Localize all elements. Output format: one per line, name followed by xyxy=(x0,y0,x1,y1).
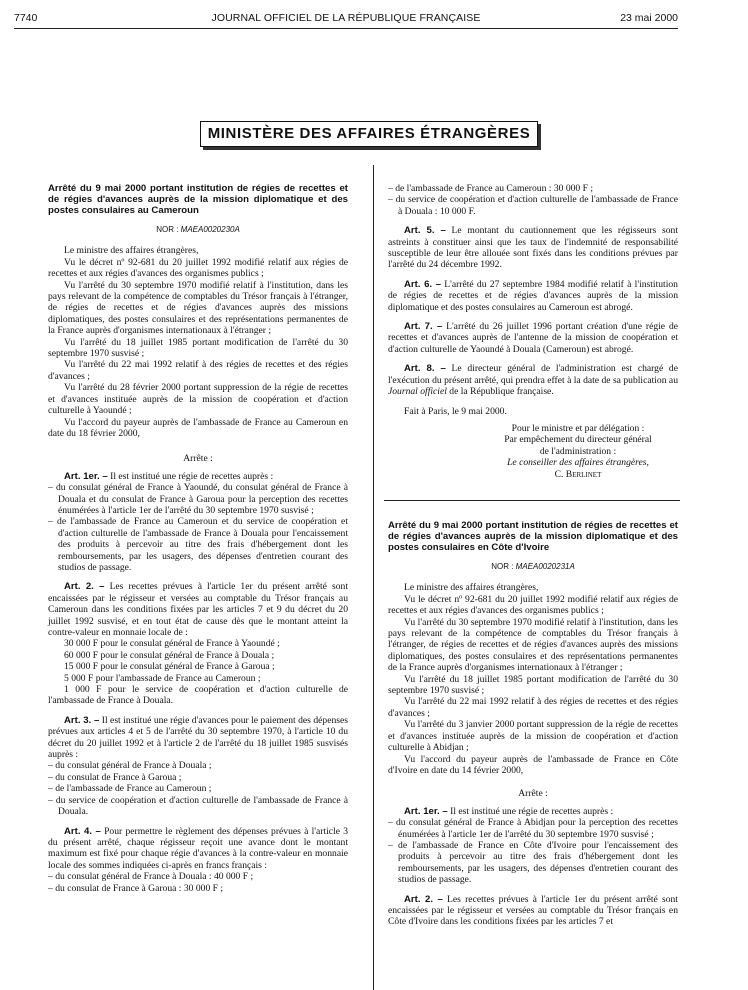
list-item: 5 000 F pour l'ambassade de France au Cameroun ; xyxy=(64,672,261,684)
signatory-name: C. Berlinet xyxy=(554,468,602,480)
article-7: Art. 7. – L'arrêté du 26 juillet 1996 portant création d'une régie de recettes et d'avances auprès de l'antenne de la mission de coopération et d'action culturelle de Yaoundé à Douala (Cameroun) est abrogé. xyxy=(388,321,678,355)
list-item: – du service de coopération et d'action culturelle de l'ambassade de France à Douala. xyxy=(48,794,348,818)
nor-reference: NOR : MAEA0020231A xyxy=(491,562,575,571)
page-number: 7740 xyxy=(14,12,38,24)
decree-title: Arrêté du 9 mai 2000 portant institution de régies de recettes et de régies d'avances auprès de la mission diplomatique et des postes consulaires au Cameroun xyxy=(48,183,348,216)
intro-line: Vu le décret nº 92-681 du 20 juillet 1992 modifié relatif aux régies de recettes et aux régies d'avances des organismes publics ; xyxy=(48,256,348,280)
intro-line: Vu l'arrêté du 3 janvier 2000 portant suppression de la régie de recettes et d'avances instituée auprès de la mission de coopération et d'action culturelle à Abidjan ; xyxy=(388,719,678,754)
column-divider xyxy=(373,165,374,990)
nor-reference: NOR : MAEA0020230A xyxy=(156,225,240,234)
intro-line: Vu l'accord du payeur auprès de l'ambassade de France en Côte d'Ivoire en date du 14 février 2000, xyxy=(388,753,678,776)
intro-line: Le ministre des affaires étrangères, xyxy=(64,245,199,257)
intro-line: Vu le décret nº 92-681 du 20 juillet 1992 modifié relatif aux régies de recettes et aux régies d'avances des organismes publics ; xyxy=(388,593,678,617)
article-label: Art. 2. – xyxy=(64,581,105,593)
article-8: Art. 8. – Le directeur général de l'administration est chargé de l'exécution du présent arrêté, qui prendra effet à la date de sa publication au Journal officiel de la République française. xyxy=(388,363,678,398)
list-item: – du consulat de France à Garoua ; xyxy=(48,771,182,783)
issue-date: 23 mai 2000 xyxy=(620,12,678,24)
article-label: Art. 1er. – xyxy=(64,470,108,482)
intro-line: Le ministre des affaires étrangères, xyxy=(404,582,539,594)
article-1: Art. 1er. – Il est institué une régie de recettes auprès : xyxy=(64,470,274,482)
article-4: Art. 4. – Pour permettre le règlement des dépenses prévues à l'article 3 du présent arrêté, chaque régisseur reçoit une avance dont le montant maximum est fixé pour chaque régie d'avances à la contre-valeur en monnaie locale des sommes indiquées ci-après en francs français : xyxy=(48,825,348,871)
list-item: – de l'ambassade de France au Cameroun : 30 000 F ; xyxy=(388,183,594,194)
intro-line: Vu l'arrêté du 18 juillet 1985 portant modification de l'arrêté du 30 septembre 1970 susvisé ; xyxy=(388,673,678,697)
article-label: Art. 7. – xyxy=(404,321,443,333)
nor-code: MAEA0020230A xyxy=(180,225,240,234)
article-label: Art. 8. – xyxy=(404,363,446,375)
ministry-heading: MINISTÈRE DES AFFAIRES ÉTRANGÈRES xyxy=(200,121,538,147)
intro-line: Vu l'arrêté du 22 mai 1992 relatif à des régies de recettes et des régies d'avances ; xyxy=(48,359,348,382)
list-item: 60 000 F pour le consulat général de France à Douala ; xyxy=(64,649,275,661)
signature-line: Pour le ministre et par délégation : xyxy=(511,422,645,434)
section-divider xyxy=(384,500,680,501)
signatory-role: Le conseiller des affaires étrangères, xyxy=(507,457,649,469)
signature-block xyxy=(388,423,678,480)
list-item: 1 000 F pour le service de coopération et d'action culturelle de l'ambassade de France à Douala. xyxy=(48,684,348,707)
list-item: – du service de coopération et d'action culturelle de l'ambassade de France à Douala : 10 000 F. xyxy=(388,194,678,217)
list-item: – du consulat de France à Garoua : 30 000 F ; xyxy=(48,882,224,894)
article-2: Art. 2. – Les recettes prévues à l'article 1er du présent arrêté sont encaissées par le régisseur et versées au comptable du Trésor français au Cameroun dans les conditions fixées par les articles 7 et 9 du décret du 20 juillet 1992 susvisé, et en tout état de cause dès que le montant atteint la contre-valeur en monnaie locale de : xyxy=(48,581,348,638)
list-item: – de l'ambassade de France en Côte d'Ivoire pour l'encaissement des produits à percevoir au titre des frais d'hébergement dont les remboursements, par les usagers, des dépenses d'entretien courant des studios de passage. xyxy=(388,839,678,886)
intro-line: Vu l'arrêté du 30 septembre 1970 modifié relatif à l'institution, dans les pays relevant de la compétence de comptables du Trésor français à l'étranger, de régies de recettes et de régies d'avances auprès des missions diplomatiques, des postes consulaires et des représentations permanentes de la France auprès d'organismes internationaux à l'étranger ; xyxy=(388,616,678,674)
intro-line: Vu l'arrêté du 18 juillet 1985 portant modification de l'arrêté du 30 septembre 1970 susvisé ; xyxy=(48,336,348,360)
list-item: – de l'ambassade de France au Cameroun ; xyxy=(48,783,212,795)
article-5: Art. 5. – Le montant du cautionnement que les régisseurs sont astreints à constituer ainsi que les taux de l'indemnité de responsabilité susceptible de leur être allouée sont fixés dans les conditions prévues par l'arrêté du 24 décembre 1992. xyxy=(388,225,678,271)
list-item: 30 000 F pour le consulat général de France à Yaoundé ; xyxy=(64,638,280,650)
list-item: – du consulat général de France à Abidjan pour la perception des recettes énumérées à l'article 1er de l'arrêté du 30 septembre 1970 susvisé ; xyxy=(388,817,678,840)
page-header xyxy=(14,12,678,26)
intro-line: Vu l'arrêté du 22 mai 1992 relatif à des régies de recettes et des régies d'avances ; xyxy=(388,696,678,719)
intro-line: Vu l'accord du payeur auprès de l'ambassade de France au Cameroun en date du 18 février 2000, xyxy=(48,416,348,439)
article-label: Art. 4. – xyxy=(64,825,101,837)
article-label: Art. 6. – xyxy=(404,278,441,290)
arrete-heading: Arrête : xyxy=(518,788,548,800)
article-label: Art. 1er. – xyxy=(404,805,448,817)
right-column xyxy=(388,183,678,480)
article-2: Art. 2. – Les recettes prévues à l'article 1er du présent arrêté sont encaissées par le régisseur et versées au comptable du Trésor français en Côte d'Ivoire dans les conditions fixées par les articles 7 et xyxy=(388,893,678,928)
article-label: Art. 2. – xyxy=(404,893,443,905)
signature-line: Par empêchement du directeur général xyxy=(504,434,652,446)
decree-title: Arrêté du 9 mai 2000 portant institution de régies de recettes et de régies d'avances auprès de la mission diplomatique et des postes consulaires en Côte d'Ivoire xyxy=(388,520,678,553)
article-3: Art. 3. – Il est institué une régie d'avances pour le paiement des dépenses prévues aux articles 4 et 5 de l'arrêté du 30 septembre 1970, à l'article 10 du décret du 20 juillet 1992 et à l'article 2 de l'arrêté du 18 juillet 1985 susvisés auprès : xyxy=(48,714,348,761)
list-item: – de l'ambassade de France au Cameroun et du service de coopération et d'action culturelle de l'ambassade de France à Douala pour l'encaissement des produits à percevoir au titre des frais d'hébergement dont les remboursements, par les usagers, des dépenses d'entretien courant des studios de passage. xyxy=(48,516,348,573)
article-1: Art. 1er. – Il est institué une régie de recettes auprès : xyxy=(404,805,614,817)
list-item: – du consulat général de France à Douala : 40 000 F ; xyxy=(48,871,254,883)
signature-line: de l'administration : xyxy=(539,445,617,457)
article-6: Art. 6. – L'arrêté du 27 septembre 1984 modifié relatif à l'institution de régies de recettes et de régies d'avances auprès de la mission diplomatique et des postes consulaires au Cameroun est abrogé. xyxy=(388,278,678,313)
intro-line: Vu l'arrêté du 30 septembre 1970 modifié relatif à l'institution, dans les pays relevant de la compétence de comptables du Trésor français à l'étranger, de régies de recettes et de régies d'avances auprès des missions diplomatiques, des postes consulaires et des représentations permanentes de la France auprès d'organismes internationaux à l'étranger ; xyxy=(48,279,348,337)
article-label: Art. 3. – xyxy=(64,714,100,726)
list-item: 15 000 F pour le consulat général de France à Garoua ; xyxy=(64,661,275,673)
intro-line: Vu l'arrêté du 28 février 2000 portant suppression de la régie de recettes et d'avances instituée auprès de la mission de coopération et d'action culturelle à Yaoundé ; xyxy=(48,382,348,417)
left-column xyxy=(48,183,348,894)
list-item: – du consulat général de France à Yaoundé, du consulat général de France à Douala et du consulat de France à Garoua pour la perception des recettes énumérées à l'article 1er de l'arrêté du 30 septembre 1970 susvisé ; xyxy=(48,482,348,516)
arrete-heading: Arrête : xyxy=(183,453,213,465)
list-item: – du consulat général de France à Douala ; xyxy=(48,760,212,772)
right-column-second-decree xyxy=(388,520,678,928)
article-label: Art. 5. – xyxy=(404,225,446,237)
header-rule xyxy=(14,28,678,29)
nor-code: MAEA0020231A xyxy=(515,562,575,571)
signing-place-date: Fait à Paris, le 9 mai 2000. xyxy=(404,405,507,417)
journal-title: JOURNAL OFFICIEL DE LA RÉPUBLIQUE FRANÇAISE xyxy=(211,12,481,24)
